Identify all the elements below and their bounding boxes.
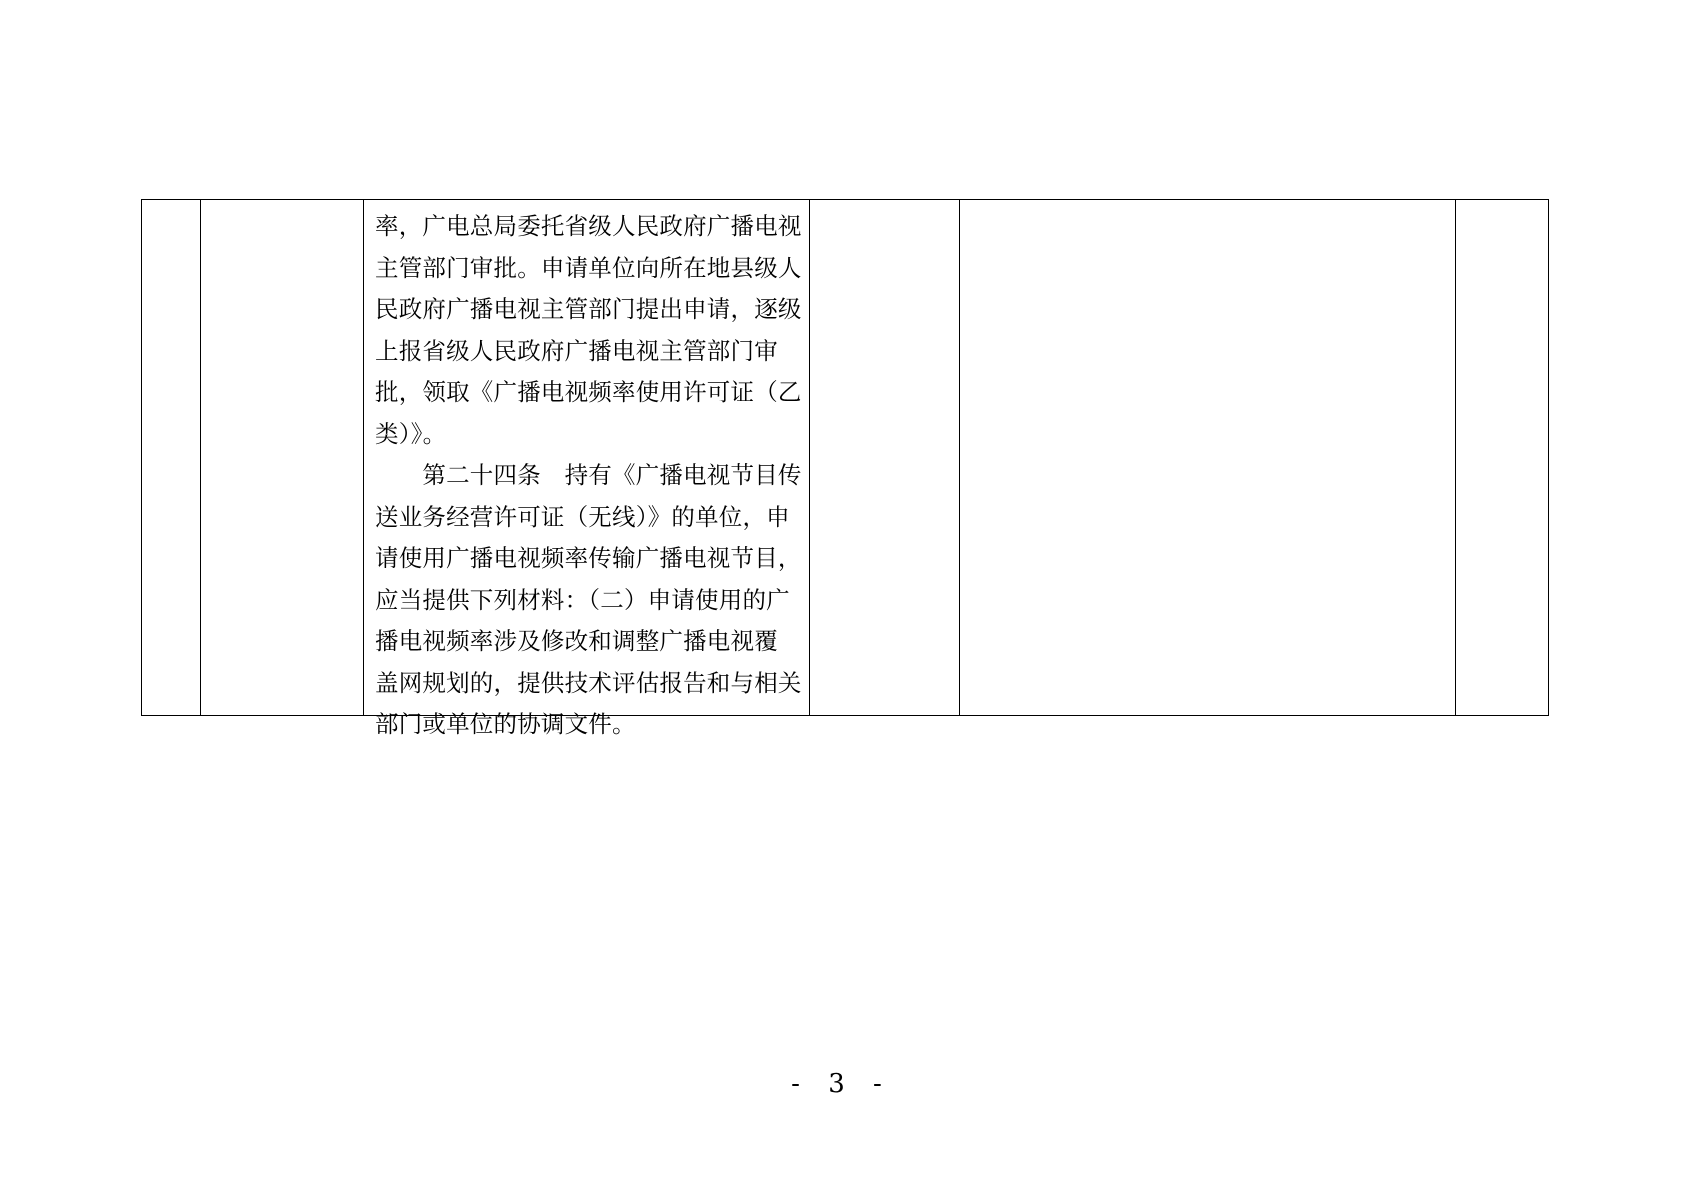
text-line: 送业务经营许可证（无线）》的单位，申 — [375, 502, 790, 531]
table-cell-index — [142, 200, 201, 716]
table-cell-4 — [810, 200, 960, 716]
page-number: - 3 - — [791, 1069, 892, 1099]
text-line: 上报省级人民政府广播电视主管部门审 — [375, 336, 778, 365]
table-row — [142, 200, 1549, 716]
text-line: 播电视频率涉及修改和调整广播电视覆 — [375, 627, 778, 655]
text-line: 率，广电总局委托省级人民政府广播电视 — [375, 212, 802, 240]
text-line: 部门或单位的协调文件。 — [375, 710, 636, 738]
text-line: 类）》。 — [375, 419, 447, 448]
content-table — [141, 199, 1549, 738]
text-line: 主管部门审批。申请单位向所在地县级人 — [375, 253, 802, 282]
text-line: 请使用广播电视频率传输广播电视节目， — [375, 544, 802, 572]
text-line: 批，领取《广播电视频率使用许可证（乙 — [375, 378, 802, 406]
text-line: 应当提供下列材料：（二）申请使用的广 — [375, 585, 790, 614]
basis-text-block — [364, 200, 809, 738]
table-cell-item-name — [201, 200, 364, 716]
table-cell-basis-text — [364, 200, 810, 738]
table-cell-5 — [960, 200, 1456, 716]
text-line: 民政府广播电视主管部门提出申请，逐级 — [375, 295, 802, 323]
table-cell-6 — [1456, 200, 1549, 716]
text-line: 第二十四条 持有《广播电视节目传 — [375, 461, 802, 489]
text-line: 盖网规划的，提供技术评估报告和与相关 — [375, 668, 802, 697]
